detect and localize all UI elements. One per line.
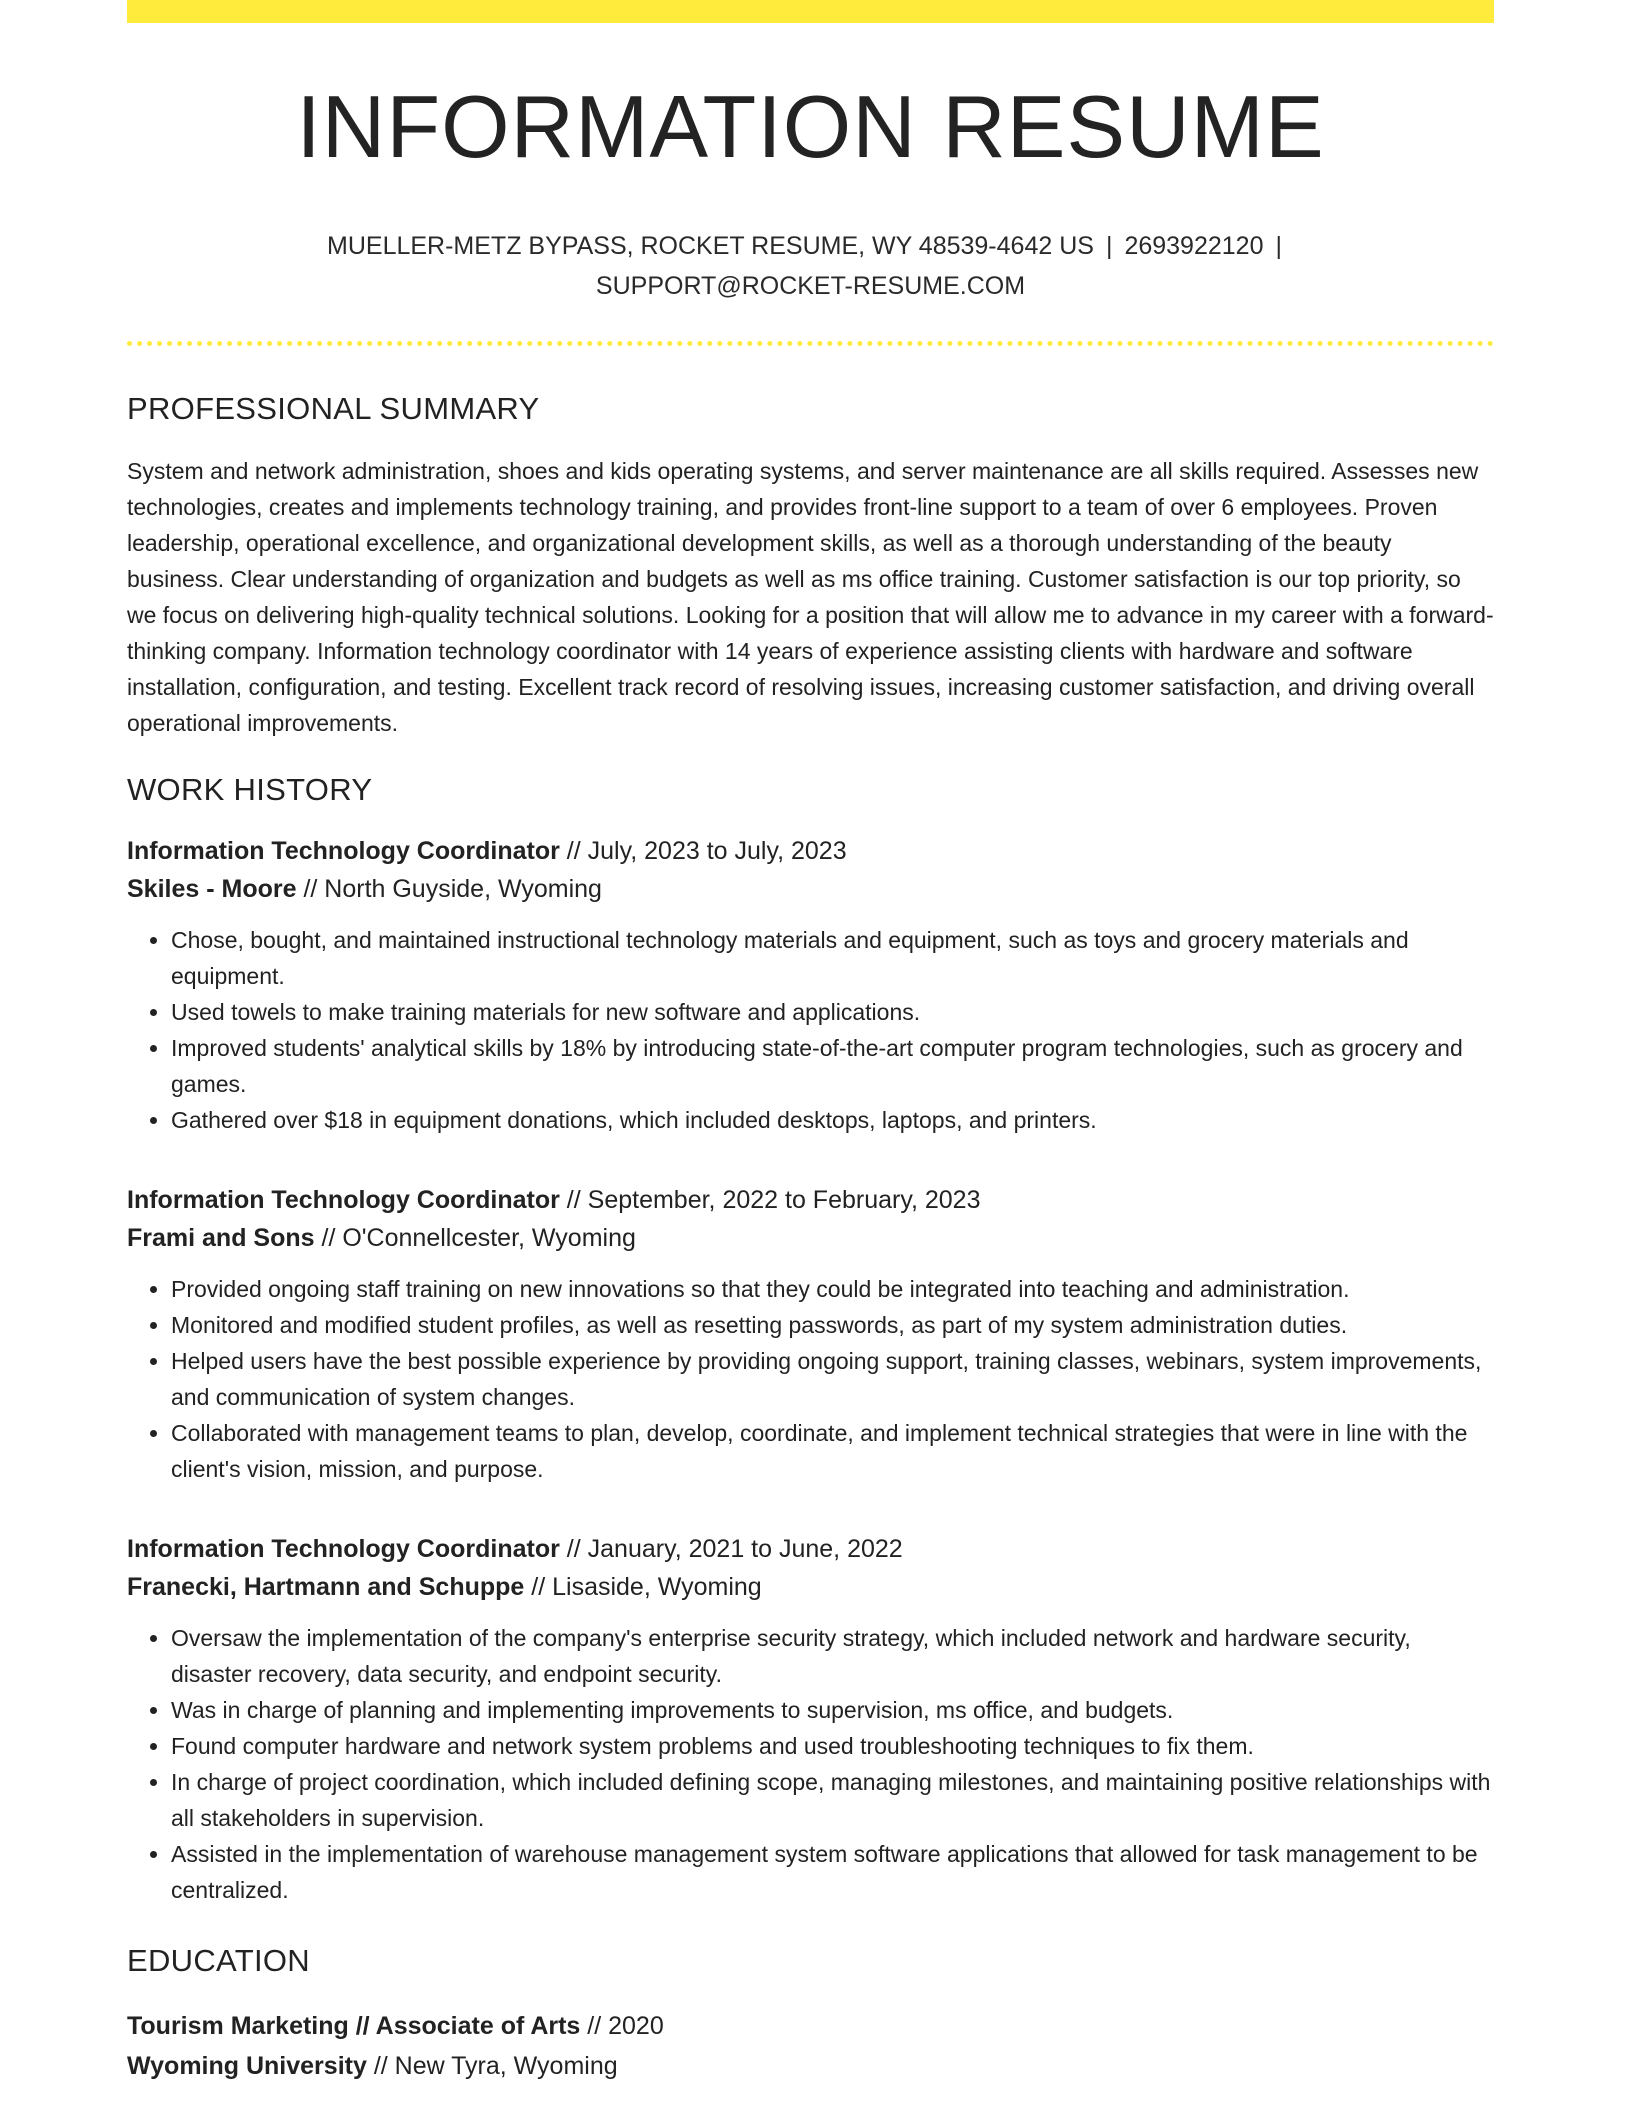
job-dates: // January, 2021 to June, 2022: [559, 1535, 903, 1563]
resume-title: INFORMATION RESUME: [296, 77, 1325, 176]
bullet-item: • Collaborated with management teams to plan, develop, coordinate, and implement technical strategies that were in line with the client's vision, mission, and purpose.: [171, 1415, 1494, 1487]
job-company: Frami and Sons: [127, 1224, 315, 1252]
job-company: Franecki, Hartmann and Schuppe: [127, 1573, 525, 1601]
job-bullets: [127, 1620, 1494, 1908]
work-history-heading: WORK HISTORY: [127, 772, 373, 807]
contact-email: SUPPORT@ROCKET-RESUME.COM: [595, 272, 1026, 300]
job-title: Information Technology Coordinator: [127, 1535, 560, 1563]
bullet-item: • Found computer hardware and network system problems and used troubleshooting techniques to fix them.: [171, 1728, 1494, 1764]
education-school: Wyoming University: [127, 2052, 367, 2080]
accent-top-bar: [127, 0, 1494, 23]
education-entry: [127, 2006, 1494, 2086]
job-title-line: [127, 832, 1494, 870]
bullet-item: • Improved students' analytical skills by 18% by introducing state-of-the-art computer program technologies, such as grocery and games.: [171, 1030, 1494, 1102]
education-heading: EDUCATION: [127, 1943, 310, 1978]
job-company-line: [127, 1219, 1494, 1257]
contact-phone: 2693922120: [1124, 232, 1264, 260]
dotted-divider: [127, 341, 1494, 346]
job-dates: // July, 2023 to July, 2023: [559, 837, 847, 865]
job-dates: // September, 2022 to February, 2023: [559, 1186, 981, 1214]
job-title: Information Technology Coordinator: [127, 837, 560, 865]
job-company-line: [127, 870, 1494, 908]
job-bullets: [127, 1271, 1494, 1487]
job-company: Skiles - Moore: [127, 875, 297, 903]
bullet-item: • Used towels to make training materials for new software and applications.: [171, 994, 1494, 1030]
education-school-line: [127, 2046, 1494, 2086]
bullet-item: • Oversaw the implementation of the company's enterprise security strategy, which included network and hardware security, disaster recovery, data security, and endpoint security.: [171, 1620, 1494, 1692]
summary-heading: PROFESSIONAL SUMMARY: [127, 391, 540, 426]
bullet-item: • In charge of project coordination, which included defining scope, managing milestones, and maintaining positive relationships with all stakeholders in supervision.: [171, 1764, 1494, 1836]
contact-separator: |: [1275, 232, 1282, 260]
bullet-item: • Monitored and modified student profiles, as well as resetting passwords, as part of my system administration duties.: [171, 1307, 1494, 1343]
job-entry: [127, 1530, 1494, 1908]
education-location: // New Tyra, Wyoming: [366, 2052, 618, 2080]
summary-text: System and network administration, shoes and kids operating systems, and server maintenance are all skills required. Assesses new technologies, creates and implements technology training, and provides front-line support to a team of over 6 employees. Proven leadership, operational excellence, and organizational development skills, as well as a thorough understanding of the beauty business. Clear understanding of organization and budgets as well as ms office training. Customer satisfaction is our top priority, so we focus on delivering high-quality technical solutions. Looking for a position that will allow me to advance in my career with a forward-thinking company. Information technology coordinator with 14 years of experience assisting clients with hardware and software installation, configuration, and testing. Excellent track record of resolving issues, increasing customer satisfaction, and driving overall operational improvements.: [127, 458, 1494, 736]
job-title-line: [127, 1181, 1494, 1219]
education-year: // 2020: [580, 2012, 664, 2040]
education-degree: Tourism Marketing // Associate of Arts: [127, 2012, 581, 2040]
education-degree-line: [127, 2006, 1494, 2046]
bullet-item: • Assisted in the implementation of warehouse management system software applications that allowed for task management to be centralized.: [171, 1836, 1494, 1908]
job-entry: [127, 1181, 1494, 1487]
job-entry: [127, 832, 1494, 1138]
contact-separator: |: [1105, 232, 1113, 260]
job-title: Information Technology Coordinator: [127, 1186, 560, 1214]
job-location: // O'Connellcester, Wyoming: [314, 1224, 636, 1252]
resume-page: [127, 0, 1494, 2086]
job-location: // Lisaside, Wyoming: [524, 1573, 762, 1601]
job-bullets: [127, 922, 1494, 1138]
bullet-item: • Gathered over $18 in equipment donations, which included desktops, laptops, and printers.: [171, 1102, 1494, 1138]
job-title-line: [127, 1530, 1494, 1568]
bullet-item: • Provided ongoing staff training on new innovations so that they could be integrated into teaching and administration.: [171, 1271, 1494, 1307]
contact-address: MUELLER-METZ BYPASS, ROCKET RESUME, WY 48539-4642 US: [327, 232, 1094, 260]
job-location: // North Guyside, Wyoming: [296, 875, 602, 903]
bullet-item: • Helped users have the best possible experience by providing ongoing support, training classes, webinars, system improvements, and communication of system changes.: [171, 1343, 1494, 1415]
bullet-item: • Chose, bought, and maintained instructional technology materials and equipment, such as toys and grocery materials and equipment.: [171, 922, 1494, 994]
job-company-line: [127, 1568, 1494, 1606]
bullet-item: • Was in charge of planning and implementing improvements to supervision, ms office, and budgets.: [171, 1692, 1494, 1728]
contact-info: [311, 226, 1311, 306]
